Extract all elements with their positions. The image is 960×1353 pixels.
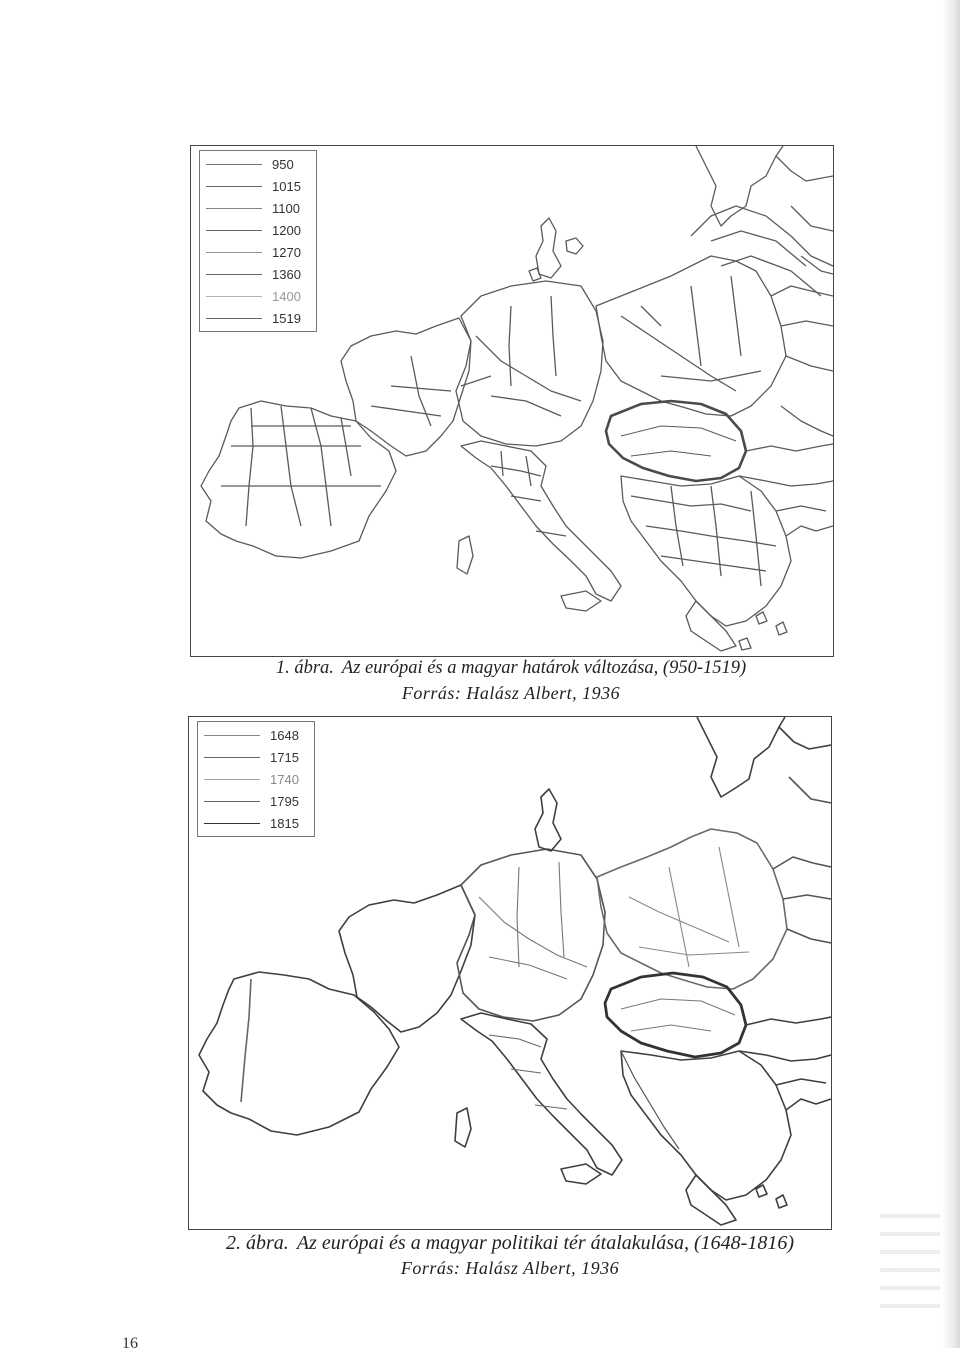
portugal-border (241, 979, 251, 1102)
sicily (561, 1164, 601, 1184)
poland-outline (597, 829, 787, 989)
legend-item (206, 307, 310, 329)
legend-item (204, 790, 308, 812)
denmark-outline (535, 789, 561, 851)
legend-item (206, 153, 310, 175)
poland-outline (596, 256, 786, 416)
lithuania-borders (691, 206, 833, 296)
partition-lines (629, 847, 749, 967)
scandinavia-coast (697, 717, 831, 797)
figure-1-source: Forrás: Halász Albert, 1936 (401, 683, 621, 703)
legend-item (206, 197, 310, 219)
poland-borders (621, 276, 761, 391)
legend-label: 1740 (270, 771, 299, 787)
legend-item (204, 746, 308, 768)
map-figure-1 (190, 145, 834, 657)
wallachia-borders (739, 1017, 831, 1085)
russia-borders (773, 777, 831, 943)
caption-text: Az európai és a magyar politikai tér átalakulása, (1648-1816) (296, 1232, 794, 1254)
sardinia (455, 1108, 471, 1147)
map-figure-2 (188, 716, 832, 1230)
italy-borders (489, 1035, 567, 1109)
adriatic-coast (621, 1051, 679, 1149)
legend-label: 1648 (270, 727, 299, 743)
map-legend-1 (199, 150, 317, 332)
legend-label: 1200 (272, 222, 301, 238)
legend-label: 1015 (272, 178, 301, 194)
legend-item (206, 219, 310, 241)
legend-label: 1795 (270, 793, 299, 809)
caption-text: Az európai és a magyar határok változása, (950-1519) (341, 658, 747, 678)
black-sea-coast (786, 526, 833, 536)
legend-item (206, 285, 310, 307)
iberia-outline (201, 401, 396, 558)
france-borders (371, 356, 451, 426)
wallachia-borders (739, 406, 833, 511)
aegean-islands (756, 1185, 787, 1208)
legend-label: 950 (272, 156, 294, 172)
figure-2-caption (150, 1232, 870, 1255)
balkans-borders (631, 486, 776, 586)
hungary-outline (606, 401, 746, 481)
caption-number: 2. ábra. (226, 1232, 289, 1254)
legend-item (206, 175, 310, 197)
legend-item (204, 724, 308, 746)
bleed-through-text (880, 1200, 940, 1320)
black-sea-coast (786, 1099, 831, 1110)
hungary-outline (605, 973, 746, 1057)
scan-edge (942, 0, 960, 1348)
legend-item (204, 812, 308, 834)
legend-item (206, 263, 310, 285)
sicily (561, 591, 601, 611)
russia-borders (771, 206, 833, 371)
iberia-outline (199, 972, 399, 1135)
legend-label: 1400 (272, 288, 301, 304)
caption-number: 1. ábra. (275, 658, 334, 678)
hre-outline (457, 849, 605, 1021)
balkans-outline (621, 1051, 791, 1200)
italy-outline (461, 1013, 622, 1175)
map-legend-2 (197, 721, 315, 837)
denmark-outline (536, 218, 561, 278)
hungary-inner (621, 426, 736, 456)
legend-item (206, 241, 310, 263)
france-outline (339, 885, 475, 1032)
legend-label: 1815 (270, 815, 299, 831)
legend-item (204, 768, 308, 790)
figure-2-source: Forrás: Halász Albert, 1936 (400, 1258, 620, 1278)
aegean-islands (739, 612, 787, 650)
legend-label: 1360 (272, 266, 301, 282)
legend-label: 1270 (272, 244, 301, 260)
page-number: 16 (122, 1335, 138, 1352)
hre-borders (461, 296, 581, 416)
italy-borders (491, 451, 566, 536)
iberia-borders (221, 406, 381, 526)
legend-label: 1519 (272, 310, 301, 326)
italy-outline (461, 441, 621, 601)
hungary-inner (621, 999, 735, 1031)
hre-borders (479, 862, 587, 979)
legend-label: 1100 (272, 200, 300, 216)
hre-outline (456, 281, 603, 446)
figure-1-caption (190, 658, 832, 679)
sardinia (457, 536, 473, 574)
legend-label: 1715 (270, 749, 299, 765)
